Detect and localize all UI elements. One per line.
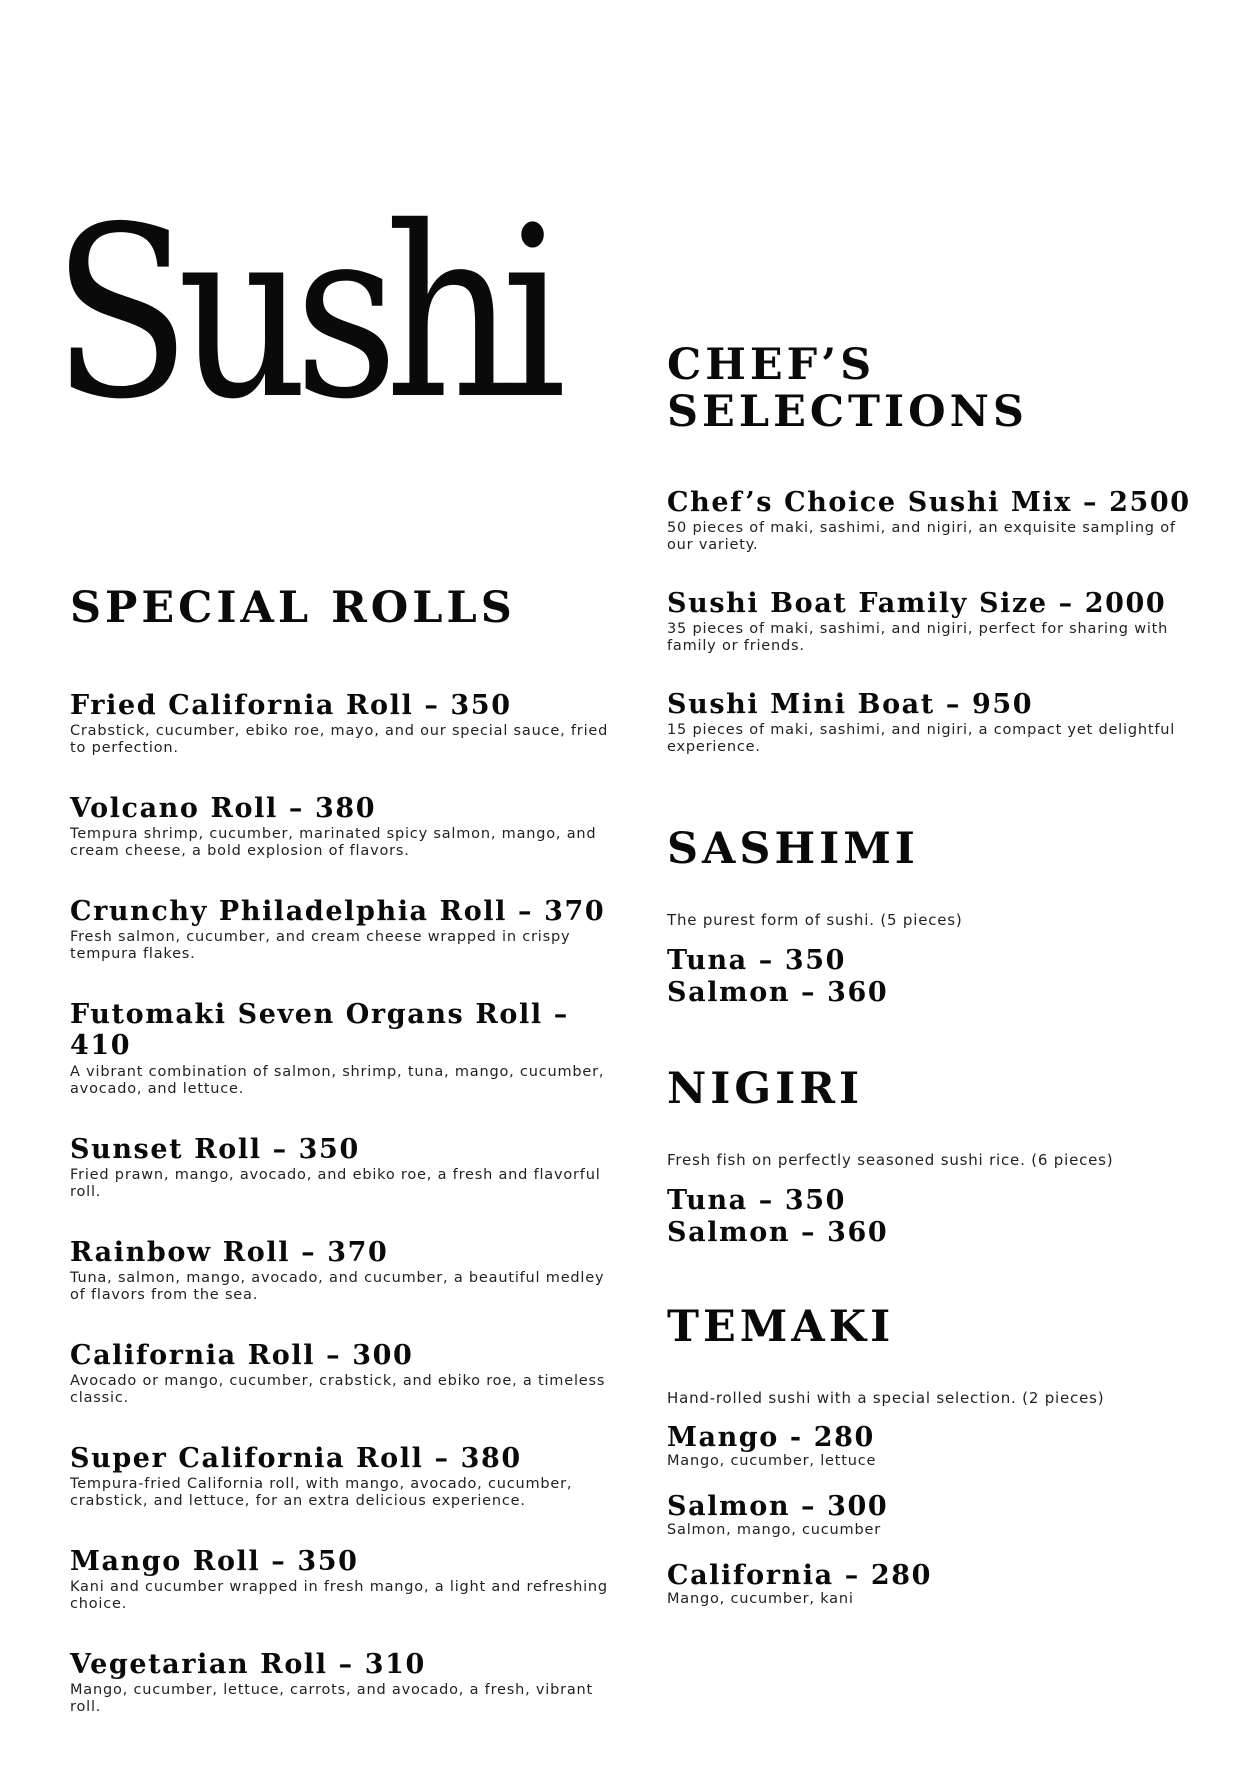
menu-item [667,1423,1212,1470]
item-name: Salmon – 360 [667,977,889,1009]
temaki-heading: TEMAKI [667,1302,895,1352]
item-name: Tuna – 350 [667,1185,847,1217]
menu-item [667,689,1227,756]
item-description: Tempura-fried California roll, with mango, avocado, cucumber, crabstick, and lettuce, for an extra delicious experience. [70,1475,573,1509]
item-description: Mango, cucumber, lettuce, carrots, and avocado, a fresh, vibrant roll. [70,1681,594,1715]
item-description: 50 pieces of maki, sashimi, and nigiri, an exquisite sampling of our variety. [667,519,1176,553]
nigiri-list [667,1185,1113,1249]
menu-title: Sushi [52,176,553,451]
item-name: Mango Roll – 350 [70,1545,359,1577]
item-description: Tuna, salmon, mango, avocado, and cucumber, a beautiful medley of flavors from the sea. [70,1269,605,1303]
item-description: Mango, cucumber, lettuce [667,1453,877,1470]
menu-item [70,690,630,757]
item-name: California – 280 [667,1560,932,1592]
item-name: Mango - 280 [667,1422,875,1454]
special-rolls-heading: SPECIAL ROLLS [70,583,516,633]
item-description: 15 pieces of maki, sashimi, and nigiri, a compact yet delightful experience. [667,721,1176,755]
item-name: Sunset Roll – 350 [70,1133,360,1165]
item-name: Rainbow Roll – 370 [70,1236,389,1268]
temaki-section [667,1304,1212,1630]
item-description: A vibrant combination of salmon, shrimp, tuna, mango, cucumber, avocado, and lettuce. [70,1063,605,1097]
item-name: Crunchy Philadelphia Roll – 370 [70,896,606,928]
chefs-selections-section [667,342,1227,790]
sashimi-section [667,826,963,1009]
item-name: Sushi Boat Family Size – 2000 [667,587,1167,619]
sashimi-list [667,945,963,1009]
item-name: California Roll – 300 [70,1339,414,1371]
special-rolls-section [70,585,630,1752]
item-name: Futomaki Seven Organs Roll – 410 [70,999,569,1062]
menu-item [70,793,630,860]
item-description: 35 pieces of maki, sashimi, and nigiri, perfect for sharing with family or friends. [667,620,1169,654]
item-name: Tuna – 350 [667,945,847,977]
item-description: Mango, cucumber, kani [667,1591,854,1608]
menu-item [70,1546,630,1613]
menu-item [70,896,630,963]
menu-item [70,1237,630,1304]
item-description: Fresh salmon, cucumber, and cream cheese wrapped in crispy tempura flakes. [70,929,571,963]
sashimi-intro: The purest form of sushi. (5 pieces) [667,911,963,930]
item-name: Salmon – 300 [667,1491,889,1523]
chefs-selections-list [667,487,1227,756]
menu-item [667,1492,1212,1539]
menu-item [667,487,1227,554]
special-rolls-list [70,690,630,1716]
item-description: Crabstick, cucumber, ebiko roe, mayo, and our special sauce, fried to perfection. [70,723,609,757]
menu-item [70,999,630,1097]
chefs-selections-heading: CHEF’S SELECTIONS [667,340,1028,438]
menu-item [70,1134,630,1201]
menu-item [667,588,1227,655]
item-name: Volcano Roll – 380 [70,793,377,825]
item-name: Super California Roll – 380 [70,1442,522,1474]
item-description: Fried prawn, mango, avocado, and ebiko roe, a fresh and flavorful roll. [70,1166,601,1200]
item-description: Avocado or mango, cucumber, crabstick, and ebiko roe, a timeless classic. [70,1372,606,1406]
menu-item [70,1340,630,1407]
menu-item [70,1443,630,1510]
item-description: Kani and cucumber wrapped in fresh mango, a light and refreshing choice. [70,1578,608,1612]
item-description: Salmon, mango, cucumber [667,1522,881,1539]
item-description: Tempura shrimp, cucumber, marinated spicy salmon, mango, and cream cheese, a bold explosion of flavors. [70,826,597,860]
menu-item [667,1561,1212,1608]
nigiri-section [667,1066,1113,1249]
item-name: Vegetarian Roll – 310 [70,1648,426,1680]
menu-item [70,1649,630,1716]
nigiri-heading: NIGIRI [667,1064,864,1114]
nigiri-intro: Fresh fish on perfectly seasoned sushi rice. (6 pieces) [667,1151,1114,1170]
item-name: Salmon – 360 [667,1217,889,1249]
item-name: Sushi Mini Boat – 950 [667,688,1034,720]
sashimi-heading: SASHIMI [667,824,919,874]
temaki-intro: Hand-rolled sushi with a special selection. (2 pieces) [667,1389,1105,1408]
temaki-list [667,1423,1212,1608]
item-name: Chef’s Choice Sushi Mix – 2500 [667,486,1191,518]
item-name: Fried California Roll – 350 [70,690,512,722]
